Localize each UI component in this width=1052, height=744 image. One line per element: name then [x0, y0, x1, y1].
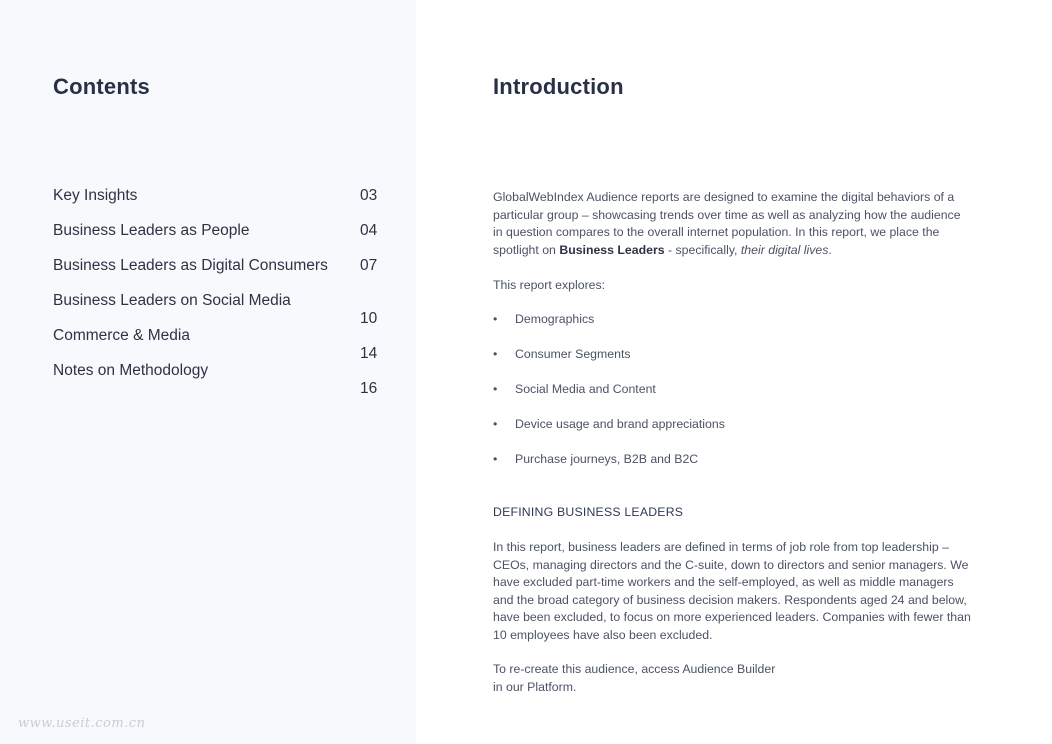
bullet-icon: •: [493, 347, 498, 361]
toc-page-number: 16: [360, 380, 378, 397]
defining-text: [493, 539, 971, 644]
introduction-title: Introduction: [493, 74, 624, 99]
explores-label: This report explores:: [493, 277, 606, 292]
defining-section-title: DEFINING BUSINESS LEADERS: [493, 505, 684, 519]
intro-paragraph: [493, 189, 968, 259]
bullet-text: Purchase journeys, B2B and B2C: [515, 452, 699, 466]
toc-item-key-insights[interactable]: Key Insights: [53, 187, 138, 204]
toc-page-number: 14: [360, 345, 378, 362]
contents-title: Contents: [53, 74, 150, 99]
toc-page-number: 07: [360, 257, 378, 274]
intro-italic-term: their digital lives: [740, 242, 829, 257]
toc-item-people[interactable]: Business Leaders as People: [53, 222, 250, 239]
cta-line: in our Platform.: [493, 679, 577, 694]
intro-text: [493, 189, 968, 294]
toc-item-social-media[interactable]: Business Leaders on Social Media: [53, 292, 291, 309]
toc-page-number: 03: [360, 187, 378, 204]
bullet-text: Demographics: [515, 312, 595, 326]
contents-panel: [0, 0, 416, 744]
watermark: www.useit.com.cn: [18, 716, 146, 731]
bullet-icon: •: [493, 382, 498, 396]
intro-text-part: - specifically,: [664, 242, 741, 257]
defining-paragraph: In this report, business leaders are defined in terms of job role from top leadership – CEOs, managing directors and the C-suite, down to directors and senior managers. We have excluded part-time workers and the self-employed, as well as middle managers and the broad category of business decision makers. Respondents aged 24 and below, have been excluded, to focus on more experienced leaders. Companies with fewer than 10 employees have also been excluded.: [493, 540, 971, 642]
bullet-text: Device usage and brand appreciations: [515, 417, 725, 431]
bullet-icon: •: [493, 452, 498, 466]
intro-text-part: GlobalWebIndex Audience reports are designed to examine the digital behaviors of a particular group – showcasing trends over time as well as analyzing how the audience in question compares to the overall internet population. In this report, we place the spotlight on: [493, 190, 961, 257]
intro-text-part: .: [828, 242, 832, 257]
bullet-icon: •: [493, 417, 498, 431]
intro-bold-term: Business Leaders: [559, 242, 665, 257]
toc-item-digital-consumers[interactable]: Business Leaders as Digital Consumers: [53, 257, 328, 274]
toc-item-methodology[interactable]: Notes on Methodology: [53, 362, 209, 379]
toc-page-number: 04: [360, 222, 378, 239]
toc-item-commerce-media[interactable]: Commerce & Media: [53, 327, 190, 344]
toc-page-number: 10: [360, 310, 378, 327]
bullet-text: Consumer Segments: [515, 347, 631, 361]
cta-line: To re-create this audience, access Audience Builder: [493, 662, 776, 676]
bullet-icon: •: [493, 312, 498, 326]
audience-builder-note: [493, 661, 823, 696]
bullet-text: Social Media and Content: [515, 382, 656, 396]
toc-list: [53, 186, 328, 396]
